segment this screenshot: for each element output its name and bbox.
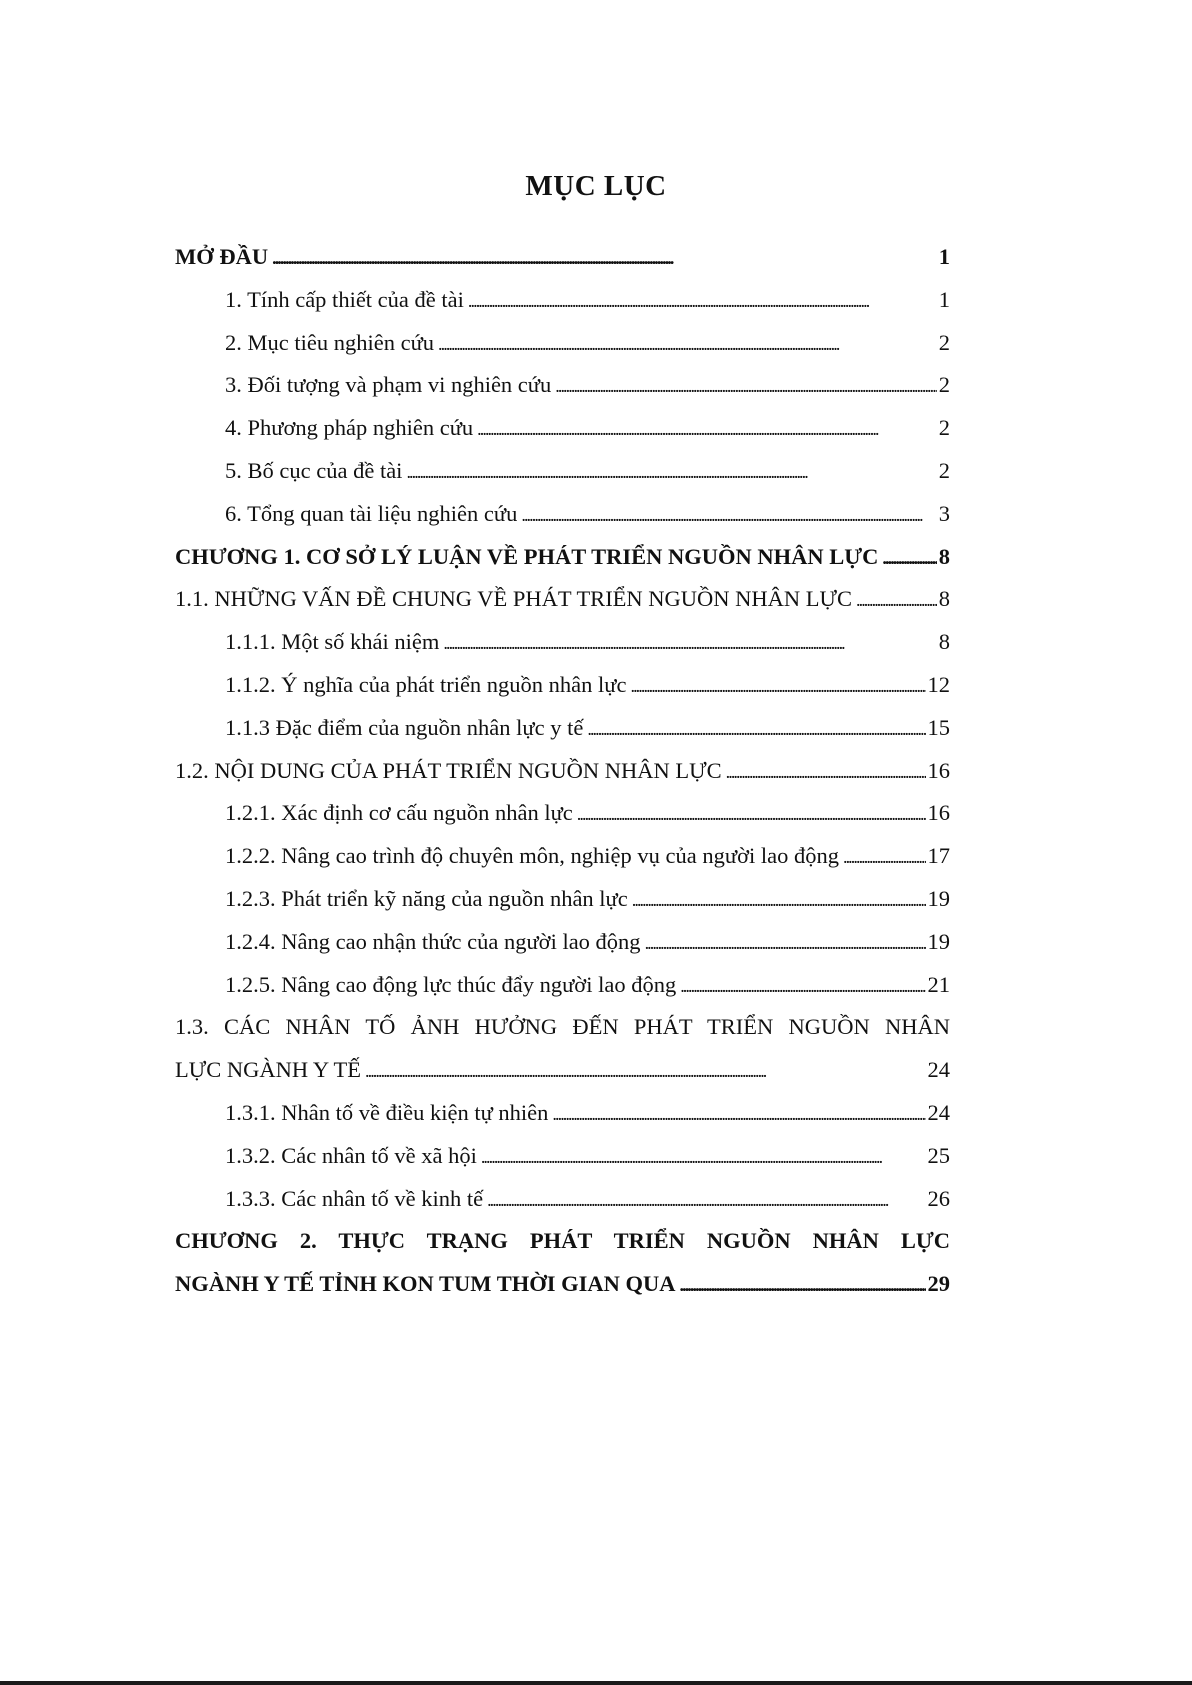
dot-leader <box>443 629 936 655</box>
toc-entry-text: 1.2.1. Xác định cơ cấu nguồn nhân lực <box>225 800 573 826</box>
toc-entry-1-3-3[interactable] <box>175 1186 950 1229</box>
toc-entry-3[interactable] <box>175 372 950 415</box>
dot-leader <box>726 758 926 784</box>
toc-entry-page: 25 <box>927 1142 950 1168</box>
toc-entry-text: 1.2.2. Nâng cao trình độ chuyên môn, nghiệp vụ của người lao động <box>225 843 839 869</box>
toc-entry-1-3-1[interactable] <box>175 1100 950 1143</box>
toc-entry-page: 17 <box>927 843 950 869</box>
toc-entry-2[interactable] <box>175 330 950 373</box>
toc-entry-1-3-line1[interactable]: 1.3. CÁC NHÂN TỐ ẢNH HƯỞNG ĐẾN PHÁT TRIỂN NGUỒN NHÂN <box>175 1014 950 1040</box>
toc-entry-text: 1.2.3. Phát triển kỹ năng của nguồn nhân lực <box>225 885 628 911</box>
toc-entry-text: NGÀNH Y TẾ TỈNH KON TUM THỜI GIAN QUA <box>175 1271 676 1297</box>
dot-leader <box>406 458 936 484</box>
dot-leader <box>477 415 937 441</box>
dot-leader <box>645 929 926 955</box>
toc-entry-1-1-2[interactable] <box>175 672 950 715</box>
toc-entry-text: 1.1.3 Đặc điểm của nguồn nhân lực y tế <box>225 714 584 740</box>
toc-entry-text: 1.3.3. Các nhân tố về kinh tế <box>225 1185 484 1211</box>
dot-leader <box>468 287 937 313</box>
toc-entry-1-2-2[interactable] <box>175 843 950 886</box>
toc-entry-text: 5. Bố cục của đề tài <box>225 457 403 483</box>
toc-entry-page: 8 <box>938 586 950 612</box>
toc-entry-page: 2 <box>938 329 950 355</box>
toc-entry-page: 19 <box>927 928 950 954</box>
toc-entry-1-2-4[interactable] <box>175 929 950 972</box>
toc-entry-chapter-2[interactable] <box>175 1271 950 1314</box>
toc-entry-page: 16 <box>927 757 950 783</box>
dot-leader <box>365 1057 926 1083</box>
toc-entry-page: 3 <box>938 500 950 526</box>
toc-entry-text: 1.3.2. Các nhân tố về xã hội <box>225 1142 477 1168</box>
table-of-contents <box>175 244 950 1314</box>
toc-entry-1-2-3[interactable] <box>175 886 950 929</box>
dot-leader <box>680 1271 926 1297</box>
toc-entry-page: 1 <box>938 286 950 312</box>
toc-entry-page: 8 <box>938 629 950 655</box>
toc-entry-text: CHƯƠNG 1. CƠ SỞ LÝ LUẬN VỀ PHÁT TRIỂN NGUỒN NHÂN LỰC <box>175 543 879 569</box>
toc-entry-1-2[interactable] <box>175 758 950 801</box>
toc-entry-text: 1. Tính cấp thiết của đề tài <box>225 286 464 312</box>
dot-leader <box>272 244 937 270</box>
dot-leader <box>555 372 937 398</box>
toc-entry-text: 1.2.5. Nâng cao động lực thúc đẩy người lao động <box>225 971 677 997</box>
page-title: MỤC LỤC <box>525 170 667 202</box>
toc-entry-mo-dau[interactable] <box>175 244 950 287</box>
dot-leader <box>521 501 936 527</box>
toc-entry-page: 8 <box>938 543 950 569</box>
toc-entry-text: 1.2. NỘI DUNG CỦA PHÁT TRIỂN NGUỒN NHÂN LỰC <box>175 757 722 783</box>
toc-entry-page: 12 <box>927 671 950 697</box>
toc-entry-1-2-1[interactable] <box>175 800 950 843</box>
page-bottom-border <box>0 1681 1192 1685</box>
toc-entry-page: 19 <box>927 885 950 911</box>
dot-leader <box>577 800 926 826</box>
dot-leader <box>680 972 925 998</box>
dot-leader <box>487 1186 925 1212</box>
toc-entry-text: 2. Mục tiêu nghiên cứu <box>225 329 435 355</box>
toc-entry-page: 29 <box>927 1271 950 1297</box>
toc-entry-5[interactable] <box>175 458 950 501</box>
toc-entry-text: 3. Đối tượng và phạm vi nghiên cứu <box>225 372 552 398</box>
toc-entry-1-1[interactable] <box>175 586 950 629</box>
toc-entry-page: 1 <box>938 244 950 269</box>
dot-leader <box>882 544 936 570</box>
dot-leader <box>552 1100 925 1126</box>
toc-entry-page: 26 <box>927 1185 950 1211</box>
toc-entry-page: 2 <box>938 415 950 441</box>
dot-leader <box>587 715 925 741</box>
toc-entry-1-1-1[interactable] <box>175 629 950 672</box>
dot-leader <box>630 672 925 698</box>
toc-entry-page: 2 <box>938 457 950 483</box>
dot-leader <box>632 886 926 912</box>
toc-entry-text: 1.2.4. Nâng cao nhận thức của người lao động <box>225 928 641 954</box>
toc-entry-1-3[interactable] <box>175 1057 950 1100</box>
toc-entry-1[interactable] <box>175 287 950 330</box>
toc-entry-page: 24 <box>927 1099 950 1125</box>
toc-entry-text: 1.1. NHỮNG VẤN ĐỀ CHUNG VỀ PHÁT TRIỂN NGUỒN NHÂN LỰC <box>175 586 852 612</box>
toc-entry-6[interactable] <box>175 501 950 544</box>
toc-entry-page: 16 <box>927 800 950 826</box>
toc-entry-1-3-2[interactable] <box>175 1143 950 1186</box>
dot-leader <box>438 330 937 356</box>
dot-leader <box>856 586 937 612</box>
toc-entry-text: 1.3.1. Nhân tố về điều kiện tự nhiên <box>225 1099 549 1125</box>
toc-entry-4[interactable] <box>175 415 950 458</box>
toc-entry-text: 6. Tổng quan tài liệu nghiên cứu <box>225 500 518 526</box>
toc-entry-text: 1.1.1. Một số khái niệm <box>225 629 440 655</box>
toc-entry-1-1-3[interactable] <box>175 715 950 758</box>
dot-leader <box>481 1143 926 1169</box>
toc-entry-chapter-2-line1[interactable]: CHƯƠNG 2. THỰC TRẠNG PHÁT TRIỂN NGUỒN NHÂN LỰC <box>175 1228 950 1254</box>
toc-entry-page: 24 <box>927 1057 950 1083</box>
toc-entry-text: 1.1.2. Ý nghĩa của phát triển nguồn nhân lực <box>225 671 627 697</box>
toc-entry-page: 15 <box>927 714 950 740</box>
toc-entry-text: LỰC NGÀNH Y TẾ <box>175 1057 361 1083</box>
dot-leader <box>843 843 926 869</box>
toc-entry-page: 2 <box>938 372 950 398</box>
toc-entry-1-2-5[interactable] <box>175 972 950 1015</box>
toc-entry-text: MỞ ĐẦU <box>175 244 269 269</box>
toc-entry-chapter-1[interactable] <box>175 544 950 587</box>
toc-entry-page: 21 <box>927 971 950 997</box>
toc-entry-text: 4. Phương pháp nghiên cứu <box>225 415 474 441</box>
